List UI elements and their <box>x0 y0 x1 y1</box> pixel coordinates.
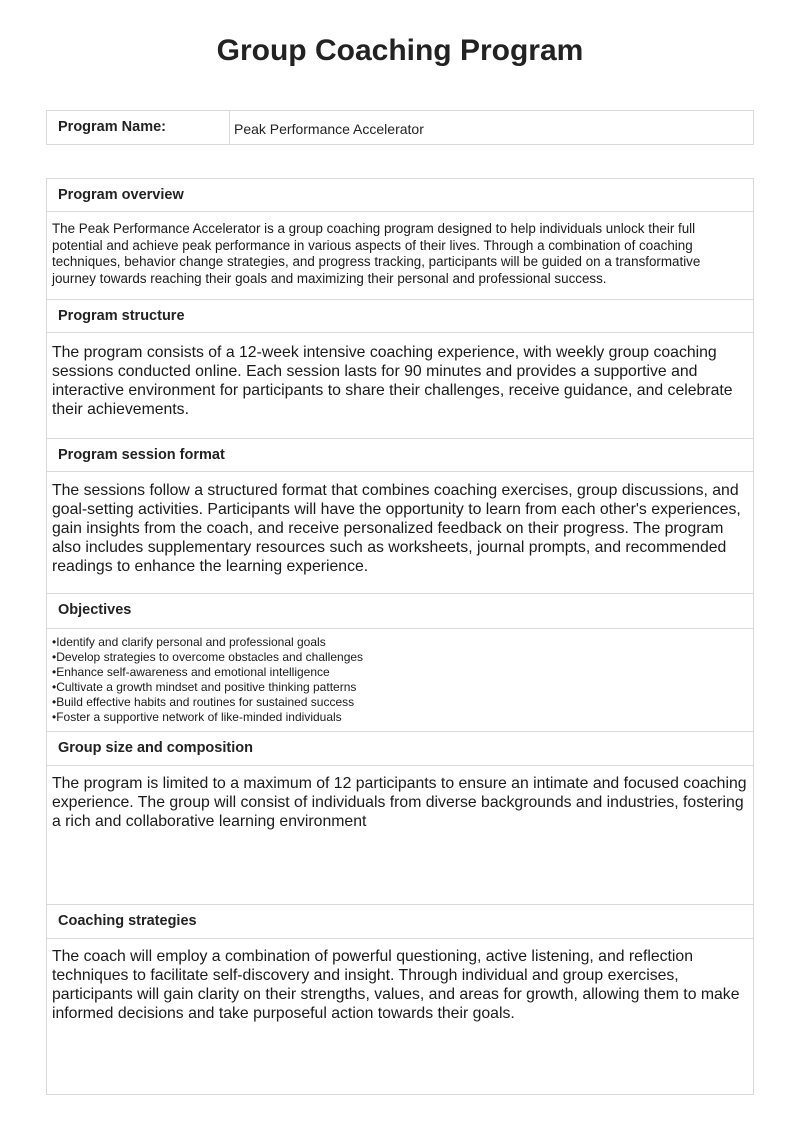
overview-text: The Peak Performance Accelerator is a group coaching program designed to help individuals unlock their full potential and achieve peak performance in various aspects of their lives. Through a combination of coaching techniques, behavior change strategies, and progress tracking, participants will be guided on a transformative journey towards reaching their goals and maximizing their personal and professional success. <box>52 221 701 286</box>
list-item: • Cultivate a growth mindset and positive thinking patterns <box>52 680 747 695</box>
group-size-text: The program is limited to a maximum of 12 participants to ensure an intimate and focused coaching experience. The group will consist of individuals from diverse backgrounds and industries, fostering a rich and collaborative learning environment <box>52 775 747 830</box>
overview-heading: Program overview <box>47 179 753 212</box>
strategies-text: The coach will employ a combination of powerful questioning, active listening, and reflection techniques to facilitate self-discovery and insight. Through individual and group exercises, participants will gain clarity on their strengths, values, and areas for growth, allowing them to make informed decisions and take purposeful action towards their goals. <box>52 948 740 1022</box>
list-item: • Foster a supportive network of like-minded individuals <box>52 710 747 725</box>
program-name-label: Program Name: <box>47 111 230 144</box>
group-size-heading: Group size and composition <box>47 732 753 766</box>
list-item: • Enhance self-awareness and emotional intelligence <box>52 665 747 680</box>
list-item: • Identify and clarify personal and professional goals <box>52 635 747 650</box>
program-name-table <box>46 110 754 145</box>
objectives-heading: Objectives <box>47 594 753 629</box>
program-details-table <box>46 178 754 1095</box>
session-format-text: The sessions follow a structured format that combines coaching exercises, group discussions, and goal-setting activities. Participants will have the opportunity to learn from each other's experiences, gain insights from the coach, and receive personalized feedback on their progress. The program also includes supplementary resources such as worksheets, journal prompts, and recommended readings to enhance the learning experience. <box>52 482 741 575</box>
session-format-heading: Program session format <box>47 439 753 472</box>
strategies-heading: Coaching strategies <box>47 905 753 939</box>
structure-heading: Program structure <box>47 300 753 333</box>
list-item: • Develop strategies to overcome obstacles and challenges <box>52 650 747 665</box>
page-title: Group Coaching Program <box>216 34 584 67</box>
objectives-list <box>52 635 747 725</box>
structure-text: The program consists of a 12-week intensive coaching experience, with weekly group coaching sessions conducted online. Each session lasts for 90 minutes and provides a supportive and interactive environment for participants to share their challenges, receive guidance, and celebrate their achievements. <box>52 344 733 418</box>
list-item: • Build effective habits and routines for sustained success <box>52 695 747 710</box>
program-name-value: Peak Performance Accelerator <box>234 121 424 137</box>
